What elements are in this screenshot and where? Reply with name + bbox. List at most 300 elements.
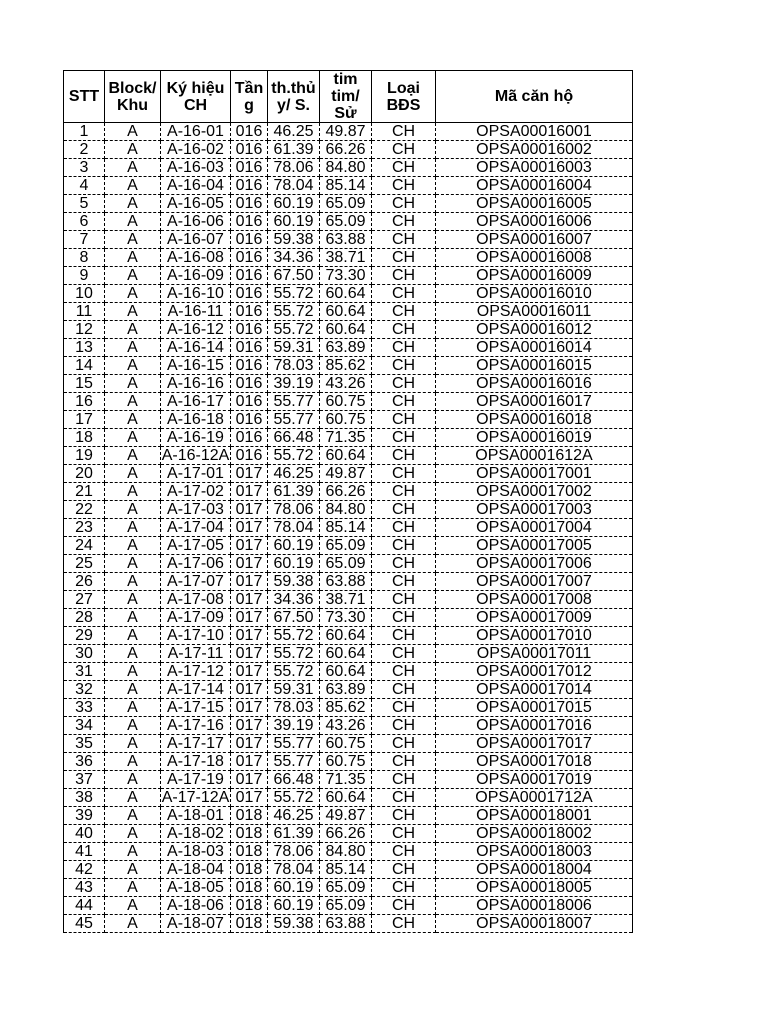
cell-area-2: 60.64 — [320, 285, 372, 303]
cell-area-1: 61.39 — [268, 141, 320, 159]
cell-floor: 018 — [231, 825, 268, 843]
cell-apartment-id: OPSA00017010 — [436, 627, 633, 645]
cell-property-type: CH — [372, 879, 436, 897]
cell-block: A — [105, 213, 161, 231]
cell-apartment-id: OPSA00018006 — [436, 897, 633, 915]
header-area-2: tim tim/ Sử — [320, 71, 372, 123]
cell-block: A — [105, 393, 161, 411]
cell-area-2: 73.30 — [320, 267, 372, 285]
table-row — [64, 141, 633, 159]
cell-apartment-id: OPSA0001712A — [436, 789, 633, 807]
cell-property-type: CH — [372, 861, 436, 879]
cell-unit-code: A-17-17 — [161, 735, 231, 753]
cell-area-2: 63.88 — [320, 231, 372, 249]
cell-block: A — [105, 861, 161, 879]
cell-apartment-id: OPSA00016007 — [436, 231, 633, 249]
cell-area-1: 34.36 — [268, 249, 320, 267]
cell-property-type: CH — [372, 915, 436, 933]
cell-area-2: 60.64 — [320, 645, 372, 663]
cell-area-1: 59.31 — [268, 681, 320, 699]
header-area-1: th.thủ y/ S. — [268, 71, 320, 123]
cell-floor: 016 — [231, 123, 268, 141]
cell-floor: 018 — [231, 843, 268, 861]
cell-floor: 017 — [231, 591, 268, 609]
cell-floor: 018 — [231, 879, 268, 897]
cell-property-type: CH — [372, 393, 436, 411]
cell-floor: 017 — [231, 627, 268, 645]
cell-stt: 25 — [64, 555, 105, 573]
cell-property-type: CH — [372, 807, 436, 825]
cell-area-2: 65.09 — [320, 537, 372, 555]
spreadsheet — [63, 70, 633, 933]
cell-area-2: 49.87 — [320, 123, 372, 141]
cell-block: A — [105, 573, 161, 591]
cell-floor: 017 — [231, 609, 268, 627]
cell-property-type: CH — [372, 591, 436, 609]
cell-area-2: 38.71 — [320, 591, 372, 609]
cell-unit-code: A-18-05 — [161, 879, 231, 897]
table-row — [64, 321, 633, 339]
cell-unit-code: A-16-06 — [161, 213, 231, 231]
cell-unit-code: A-17-11 — [161, 645, 231, 663]
cell-area-1: 67.50 — [268, 267, 320, 285]
cell-apartment-id: OPSA00017005 — [436, 537, 633, 555]
cell-property-type: CH — [372, 771, 436, 789]
cell-unit-code: A-18-01 — [161, 807, 231, 825]
table-row — [64, 411, 633, 429]
table-row — [64, 375, 633, 393]
cell-unit-code: A-16-15 — [161, 357, 231, 375]
cell-floor: 017 — [231, 681, 268, 699]
cell-stt: 22 — [64, 501, 105, 519]
cell-unit-code: A-17-14 — [161, 681, 231, 699]
cell-area-2: 63.89 — [320, 681, 372, 699]
cell-floor: 016 — [231, 267, 268, 285]
cell-property-type: CH — [372, 231, 436, 249]
cell-stt: 3 — [64, 159, 105, 177]
cell-area-1: 78.04 — [268, 861, 320, 879]
table-row — [64, 483, 633, 501]
cell-area-1: 60.19 — [268, 195, 320, 213]
cell-block: A — [105, 915, 161, 933]
cell-unit-code: A-16-19 — [161, 429, 231, 447]
cell-unit-code: A-17-02 — [161, 483, 231, 501]
cell-apartment-id: OPSA00016009 — [436, 267, 633, 285]
cell-apartment-id: OPSA00017003 — [436, 501, 633, 519]
cell-unit-code: A-16-17 — [161, 393, 231, 411]
cell-stt: 33 — [64, 699, 105, 717]
cell-area-1: 39.19 — [268, 375, 320, 393]
cell-area-1: 46.25 — [268, 123, 320, 141]
cell-area-1: 66.48 — [268, 771, 320, 789]
cell-apartment-id: OPSA00016006 — [436, 213, 633, 231]
cell-floor: 017 — [231, 501, 268, 519]
cell-area-1: 60.19 — [268, 879, 320, 897]
cell-area-1: 78.04 — [268, 519, 320, 537]
cell-block: A — [105, 231, 161, 249]
cell-property-type: CH — [372, 627, 436, 645]
cell-block: A — [105, 681, 161, 699]
cell-area-2: 85.14 — [320, 177, 372, 195]
cell-block: A — [105, 375, 161, 393]
cell-apartment-id: OPSA00016008 — [436, 249, 633, 267]
cell-area-2: 63.89 — [320, 339, 372, 357]
cell-floor: 016 — [231, 231, 268, 249]
cell-block: A — [105, 141, 161, 159]
cell-floor: 017 — [231, 483, 268, 501]
cell-block: A — [105, 249, 161, 267]
cell-apartment-id: OPSA00018004 — [436, 861, 633, 879]
cell-stt: 32 — [64, 681, 105, 699]
cell-stt: 31 — [64, 663, 105, 681]
cell-unit-code: A-17-04 — [161, 519, 231, 537]
cell-block: A — [105, 789, 161, 807]
cell-property-type: CH — [372, 609, 436, 627]
cell-property-type: CH — [372, 663, 436, 681]
table-row — [64, 771, 633, 789]
cell-floor: 016 — [231, 195, 268, 213]
cell-apartment-id: OPSA00018003 — [436, 843, 633, 861]
cell-block: A — [105, 897, 161, 915]
cell-block: A — [105, 285, 161, 303]
cell-stt: 13 — [64, 339, 105, 357]
table-row — [64, 807, 633, 825]
cell-unit-code: A-16-09 — [161, 267, 231, 285]
cell-area-2: 38.71 — [320, 249, 372, 267]
table-row — [64, 537, 633, 555]
cell-area-1: 78.04 — [268, 177, 320, 195]
cell-area-2: 85.14 — [320, 861, 372, 879]
cell-area-1: 55.72 — [268, 789, 320, 807]
cell-property-type: CH — [372, 699, 436, 717]
cell-apartment-id: OPSA00016012 — [436, 321, 633, 339]
cell-unit-code: A-16-12A — [161, 447, 230, 464]
cell-floor: 016 — [231, 303, 268, 321]
table-row — [64, 159, 633, 177]
cell-block: A — [105, 177, 161, 195]
cell-stt: 4 — [64, 177, 105, 195]
cell-area-2: 85.14 — [320, 519, 372, 537]
cell-area-2: 65.09 — [320, 213, 372, 231]
cell-floor: 016 — [231, 159, 268, 177]
cell-floor: 017 — [231, 717, 268, 735]
cell-area-2: 66.26 — [320, 141, 372, 159]
cell-area-1: 78.03 — [268, 699, 320, 717]
cell-property-type: CH — [372, 843, 436, 861]
cell-floor: 018 — [231, 915, 268, 933]
cell-area-2: 60.64 — [320, 447, 372, 465]
cell-apartment-id: OPSA00016001 — [436, 123, 633, 141]
cell-floor: 017 — [231, 465, 268, 483]
cell-block: A — [105, 483, 161, 501]
table-row — [64, 249, 633, 267]
cell-area-2: 84.80 — [320, 159, 372, 177]
cell-floor: 016 — [231, 375, 268, 393]
header-block: Block/ Khu — [105, 71, 161, 123]
cell-apartment-id: OPSA00017012 — [436, 663, 633, 681]
cell-apartment-id: OPSA00016016 — [436, 375, 633, 393]
cell-apartment-id: OPSA00017018 — [436, 753, 633, 771]
cell-area-2: 60.75 — [320, 735, 372, 753]
cell-property-type: CH — [372, 411, 436, 429]
cell-property-type: CH — [372, 573, 436, 591]
cell-stt: 24 — [64, 537, 105, 555]
cell-property-type: CH — [372, 717, 436, 735]
cell-unit-code: A-16-01 — [161, 123, 231, 141]
table-row — [64, 753, 633, 771]
cell-stt: 14 — [64, 357, 105, 375]
cell-unit-code: A-16-12 — [161, 321, 231, 339]
cell-block: A — [105, 699, 161, 717]
cell-apartment-id: OPSA00016015 — [436, 357, 633, 375]
table-row — [64, 915, 633, 933]
cell-property-type: CH — [372, 375, 436, 393]
cell-block: A — [105, 879, 161, 897]
table-row — [64, 429, 633, 447]
cell-area-2: 60.64 — [320, 627, 372, 645]
table-row — [64, 609, 633, 627]
cell-unit-code: A-18-03 — [161, 843, 231, 861]
table-row — [64, 285, 633, 303]
cell-floor: 016 — [231, 213, 268, 231]
cell-stt: 11 — [64, 303, 105, 321]
cell-unit-code: A-17-06 — [161, 555, 231, 573]
cell-apartment-id: OPSA00017008 — [436, 591, 633, 609]
cell-unit-code: A-16-10 — [161, 285, 231, 303]
cell-area-1: 55.72 — [268, 303, 320, 321]
table-row — [64, 789, 633, 807]
cell-stt: 27 — [64, 591, 105, 609]
table-row — [64, 267, 633, 285]
cell-unit-code: A-17-12 — [161, 663, 231, 681]
cell-apartment-id: OPSA00018002 — [436, 825, 633, 843]
cell-property-type: CH — [372, 177, 436, 195]
cell-block: A — [105, 123, 161, 141]
table-row — [64, 591, 633, 609]
cell-block: A — [105, 321, 161, 339]
cell-stt: 45 — [64, 915, 105, 933]
cell-floor: 017 — [231, 771, 268, 789]
cell-unit-code: A-18-07 — [161, 915, 231, 933]
cell-area-2: 60.64 — [320, 663, 372, 681]
cell-unit-code: A-18-04 — [161, 861, 231, 879]
cell-stt: 35 — [64, 735, 105, 753]
cell-property-type: CH — [372, 447, 436, 465]
cell-area-2: 60.75 — [320, 411, 372, 429]
cell-stt: 36 — [64, 753, 105, 771]
cell-stt: 19 — [64, 447, 105, 465]
table-row — [64, 357, 633, 375]
cell-area-1: 46.25 — [268, 465, 320, 483]
cell-area-2: 85.62 — [320, 357, 372, 375]
cell-block: A — [105, 753, 161, 771]
cell-unit-code: A-16-02 — [161, 141, 231, 159]
cell-area-2: 60.64 — [320, 321, 372, 339]
table-row — [64, 213, 633, 231]
cell-unit-code: A-17-05 — [161, 537, 231, 555]
cell-apartment-id: OPSA00016003 — [436, 159, 633, 177]
cell-area-1: 66.48 — [268, 429, 320, 447]
cell-area-1: 61.39 — [268, 825, 320, 843]
cell-stt: 38 — [64, 789, 105, 807]
cell-stt: 26 — [64, 573, 105, 591]
cell-stt: 5 — [64, 195, 105, 213]
cell-stt: 40 — [64, 825, 105, 843]
cell-floor: 016 — [231, 357, 268, 375]
table-row — [64, 573, 633, 591]
table-row — [64, 699, 633, 717]
cell-block: A — [105, 159, 161, 177]
cell-area-1: 59.38 — [268, 231, 320, 249]
table-row — [64, 825, 633, 843]
cell-apartment-id: OPSA00016010 — [436, 285, 633, 303]
header-apartment-id: Mã căn hộ — [436, 71, 633, 123]
table-row — [64, 555, 633, 573]
cell-stt: 37 — [64, 771, 105, 789]
cell-floor: 018 — [231, 897, 268, 915]
cell-stt: 12 — [64, 321, 105, 339]
cell-block: A — [105, 609, 161, 627]
header-unit-code: Ký hiệu CH — [161, 71, 231, 123]
cell-area-2: 65.09 — [320, 195, 372, 213]
cell-area-2: 43.26 — [320, 375, 372, 393]
cell-floor: 017 — [231, 663, 268, 681]
cell-unit-code: A-16-16 — [161, 375, 231, 393]
table-row — [64, 663, 633, 681]
cell-unit-code: A-17-09 — [161, 609, 231, 627]
cell-property-type: CH — [372, 789, 436, 807]
cell-apartment-id: OPSA0001612A — [436, 447, 633, 465]
cell-area-1: 55.72 — [268, 321, 320, 339]
cell-property-type: CH — [372, 735, 436, 753]
cell-area-1: 55.72 — [268, 627, 320, 645]
table-row — [64, 681, 633, 699]
cell-stt: 6 — [64, 213, 105, 231]
cell-apartment-id: OPSA00017014 — [436, 681, 633, 699]
table-row — [64, 627, 633, 645]
table-row — [64, 303, 633, 321]
cell-stt: 29 — [64, 627, 105, 645]
table-row — [64, 519, 633, 537]
cell-floor: 016 — [231, 447, 268, 465]
cell-apartment-id: OPSA00016011 — [436, 303, 633, 321]
cell-stt: 1 — [64, 123, 105, 141]
cell-block: A — [105, 195, 161, 213]
cell-apartment-id: OPSA00017006 — [436, 555, 633, 573]
cell-stt: 30 — [64, 645, 105, 663]
cell-area-1: 60.19 — [268, 555, 320, 573]
cell-unit-code: A-17-19 — [161, 771, 231, 789]
cell-property-type: CH — [372, 483, 436, 501]
cell-block: A — [105, 807, 161, 825]
cell-apartment-id: OPSA00017002 — [436, 483, 633, 501]
cell-block: A — [105, 411, 161, 429]
cell-apartment-id: OPSA00017011 — [436, 645, 633, 663]
table-row — [64, 861, 633, 879]
cell-area-1: 55.72 — [268, 663, 320, 681]
cell-apartment-id: OPSA00017017 — [436, 735, 633, 753]
cell-area-1: 55.77 — [268, 735, 320, 753]
cell-apartment-id: OPSA00017004 — [436, 519, 633, 537]
cell-unit-code: A-16-14 — [161, 339, 231, 357]
cell-property-type: CH — [372, 465, 436, 483]
table-row — [64, 465, 633, 483]
cell-unit-code: A-17-07 — [161, 573, 231, 591]
cell-apartment-id: OPSA00018001 — [436, 807, 633, 825]
header-stt: STT — [64, 71, 105, 123]
cell-stt: 21 — [64, 483, 105, 501]
cell-floor: 016 — [231, 411, 268, 429]
cell-floor: 017 — [231, 555, 268, 573]
cell-area-2: 65.09 — [320, 897, 372, 915]
cell-area-2: 60.75 — [320, 393, 372, 411]
cell-stt: 42 — [64, 861, 105, 879]
cell-floor: 017 — [231, 789, 268, 807]
cell-area-1: 78.06 — [268, 843, 320, 861]
cell-block: A — [105, 627, 161, 645]
cell-area-2: 60.64 — [320, 303, 372, 321]
cell-property-type: CH — [372, 753, 436, 771]
cell-area-2: 71.35 — [320, 771, 372, 789]
cell-property-type: CH — [372, 681, 436, 699]
cell-area-2: 65.09 — [320, 879, 372, 897]
cell-area-2: 43.26 — [320, 717, 372, 735]
cell-unit-code: A-16-18 — [161, 411, 231, 429]
cell-stt: 2 — [64, 141, 105, 159]
cell-property-type: CH — [372, 159, 436, 177]
cell-floor: 016 — [231, 429, 268, 447]
cell-area-1: 39.19 — [268, 717, 320, 735]
cell-unit-code: A-17-03 — [161, 501, 231, 519]
cell-stt: 18 — [64, 429, 105, 447]
cell-area-2: 66.26 — [320, 825, 372, 843]
cell-apartment-id: OPSA00016014 — [436, 339, 633, 357]
table-row — [64, 501, 633, 519]
cell-area-1: 46.25 — [268, 807, 320, 825]
cell-apartment-id: OPSA00017016 — [436, 717, 633, 735]
cell-area-1: 78.06 — [268, 501, 320, 519]
apartment-table — [63, 70, 633, 933]
cell-stt: 16 — [64, 393, 105, 411]
cell-unit-code: A-17-18 — [161, 753, 231, 771]
cell-stt: 17 — [64, 411, 105, 429]
cell-apartment-id: OPSA00017009 — [436, 609, 633, 627]
cell-area-1: 59.38 — [268, 573, 320, 591]
cell-area-1: 59.31 — [268, 339, 320, 357]
cell-apartment-id: OPSA00016018 — [436, 411, 633, 429]
cell-floor: 017 — [231, 699, 268, 717]
cell-stt: 41 — [64, 843, 105, 861]
cell-floor: 016 — [231, 321, 268, 339]
cell-property-type: CH — [372, 303, 436, 321]
cell-block: A — [105, 825, 161, 843]
table-row — [64, 339, 633, 357]
cell-property-type: CH — [372, 321, 436, 339]
cell-unit-code: A-16-11 — [161, 303, 231, 321]
cell-unit-code: A-16-03 — [161, 159, 231, 177]
cell-block: A — [105, 771, 161, 789]
table-row — [64, 717, 633, 735]
cell-area-1: 59.38 — [268, 915, 320, 933]
cell-block: A — [105, 663, 161, 681]
cell-floor: 016 — [231, 249, 268, 267]
cell-area-2: 84.80 — [320, 501, 372, 519]
table-row — [64, 645, 633, 663]
cell-block: A — [105, 339, 161, 357]
cell-property-type: CH — [372, 213, 436, 231]
cell-stt: 10 — [64, 285, 105, 303]
cell-block: A — [105, 429, 161, 447]
